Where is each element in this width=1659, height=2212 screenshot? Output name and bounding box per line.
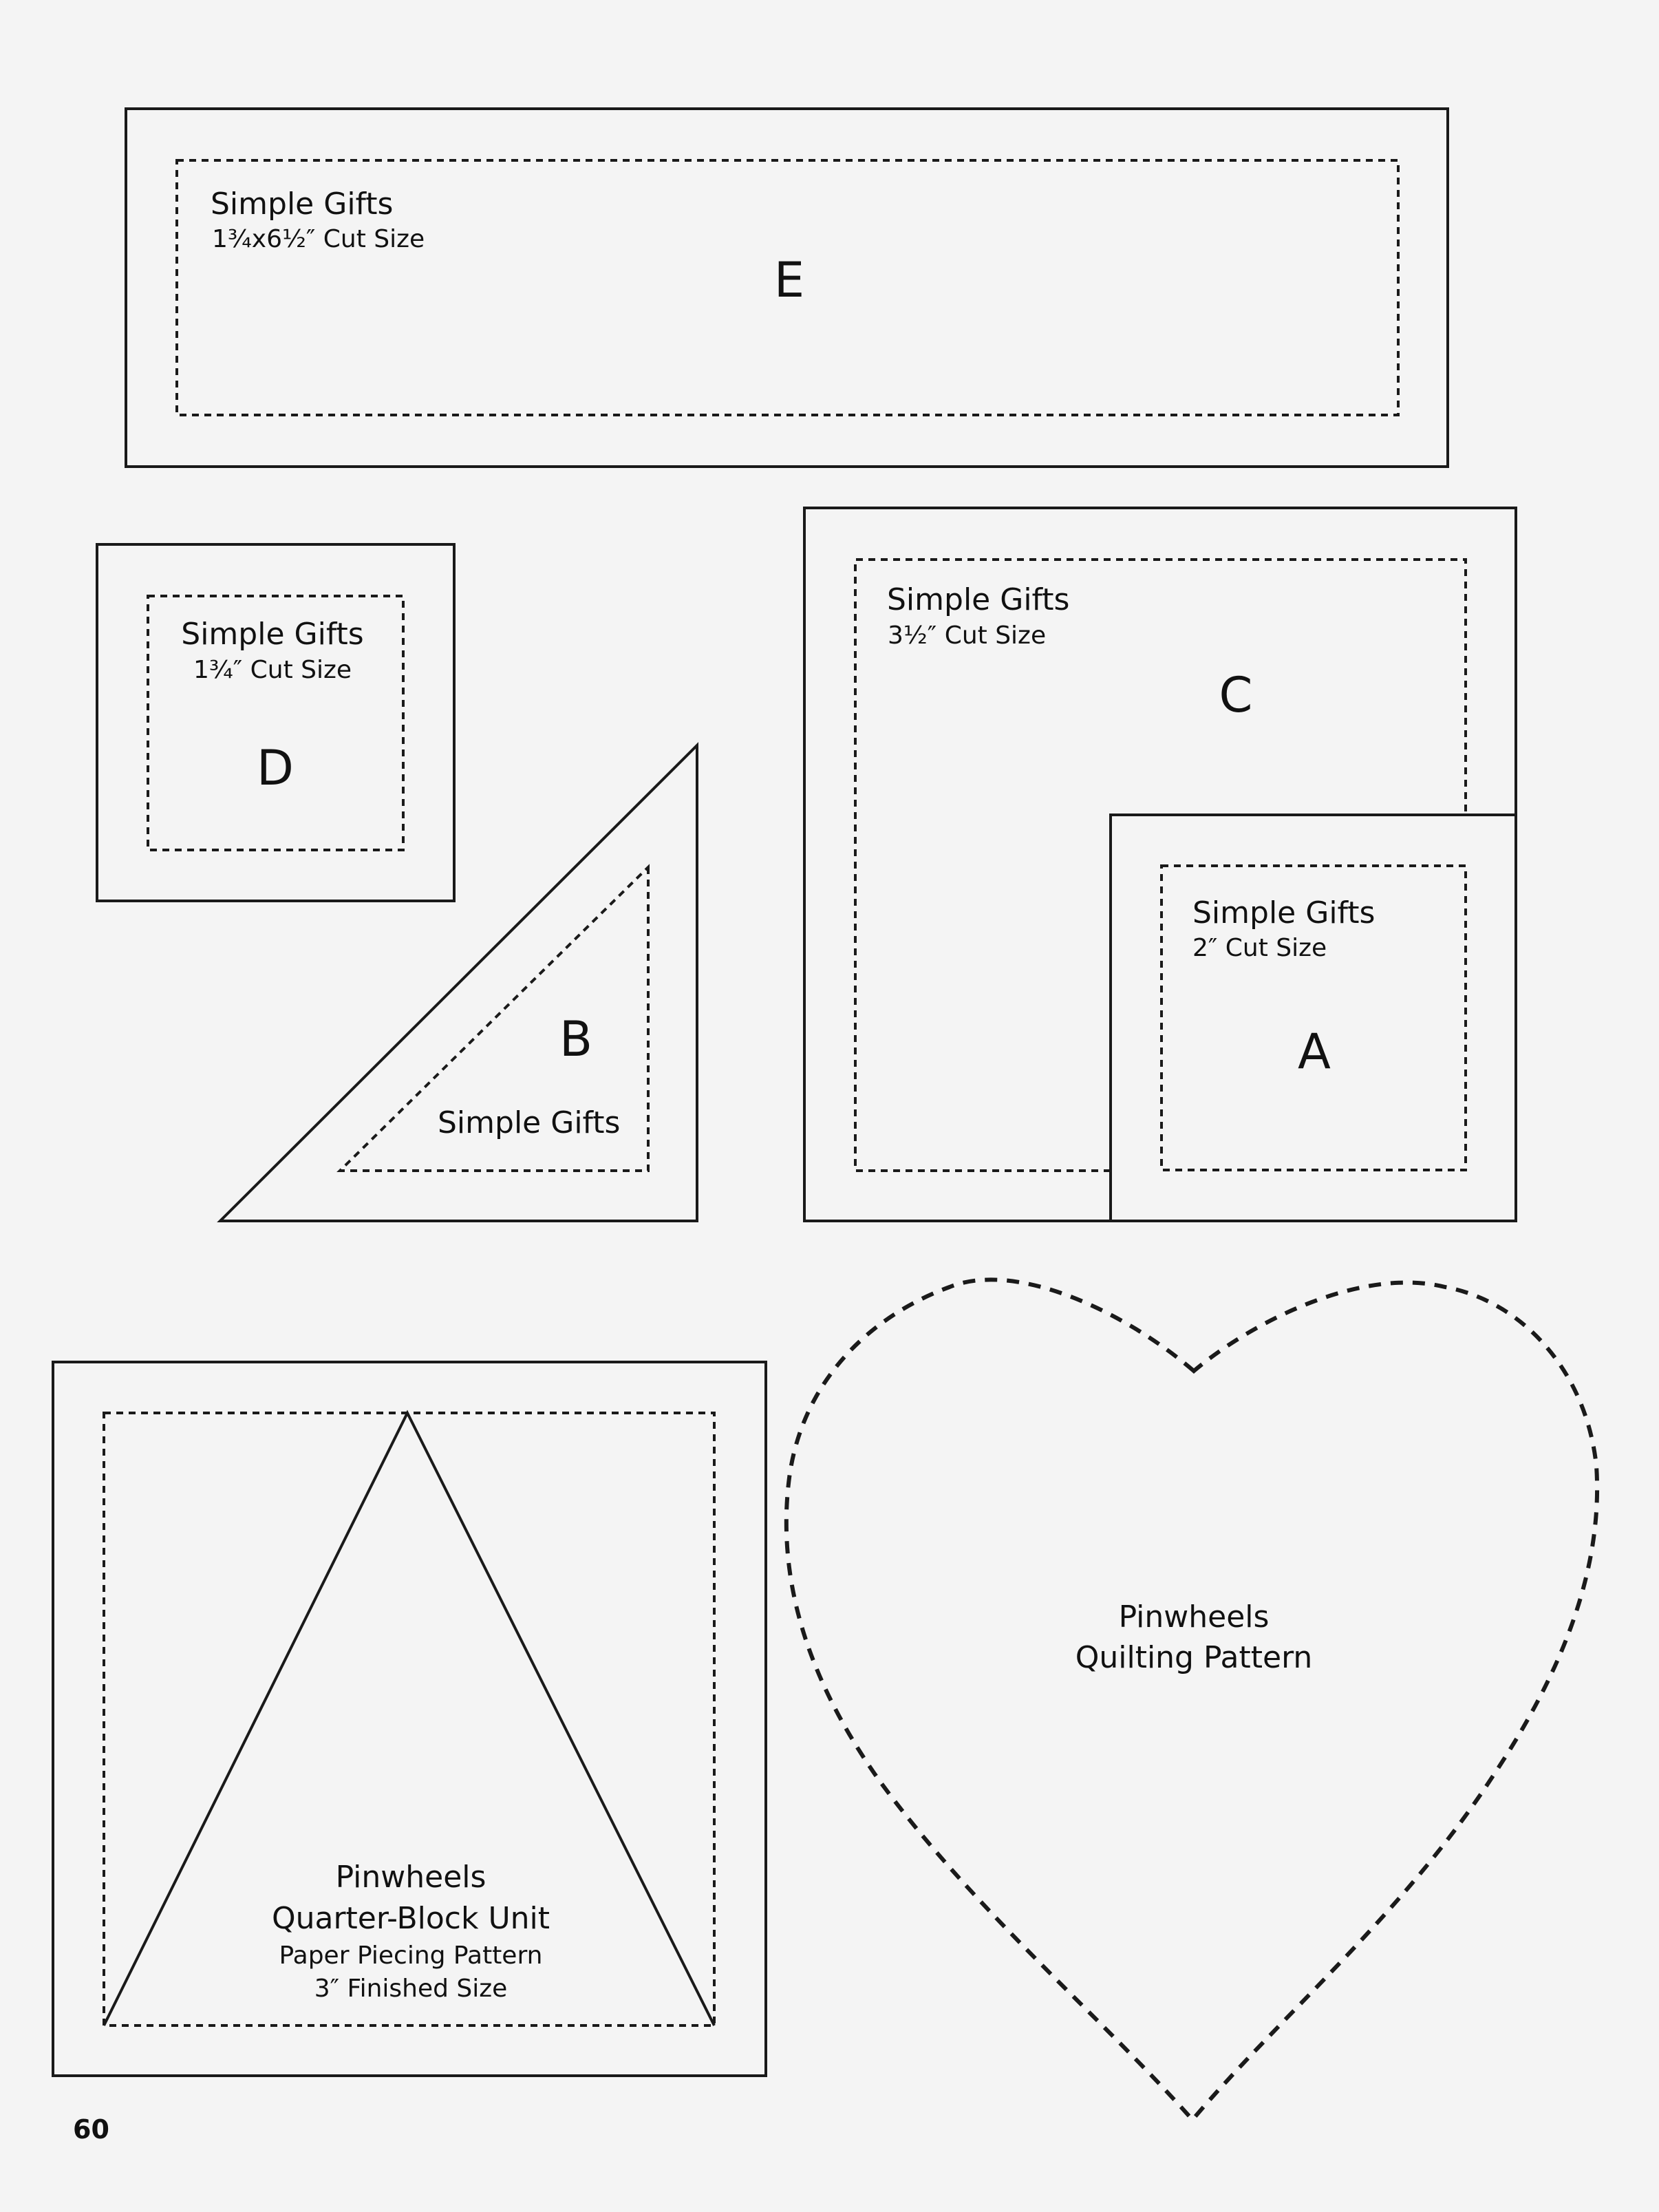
template-b-title: Simple Gifts xyxy=(438,1105,621,1140)
template-e-title: Simple Gifts xyxy=(211,187,394,222)
template-b-outline xyxy=(220,740,697,1221)
template-e-cut-size: 1¾x6½″ Cut Size xyxy=(212,225,425,253)
template-b-letter: B xyxy=(559,1011,593,1067)
heart-quilting-outline xyxy=(786,1279,1597,2120)
template-a-letter: A xyxy=(1298,1023,1331,1080)
paper-piecing-line-4: 3″ Finished Size xyxy=(314,1975,508,2003)
template-d-letter: D xyxy=(257,740,294,796)
paper-piecing-line-2: Quarter-Block Unit xyxy=(271,1901,550,1936)
paper-piecing-line-3: Paper Piecing Pattern xyxy=(279,1942,543,1970)
template-a-outline xyxy=(1111,815,1516,1221)
template-c-title: Simple Gifts xyxy=(887,582,1070,617)
template-d-title: Simple Gifts xyxy=(181,617,364,652)
template-d-cut-size: 1¾″ Cut Size xyxy=(193,656,352,684)
template-a-title: Simple Gifts xyxy=(1192,895,1376,930)
template-e-letter: E xyxy=(773,252,805,308)
template-c-cut-size: 3½″ Cut Size xyxy=(888,621,1047,650)
template-d-outline xyxy=(97,544,454,901)
page-number: 60 xyxy=(73,2114,109,2145)
paper-piecing-line-1: Pinwheels xyxy=(335,1860,486,1895)
heart-line-2: Quilting Pattern xyxy=(1075,1640,1313,1675)
template-c-letter: C xyxy=(1219,667,1253,723)
heart-line-1: Pinwheels xyxy=(1118,1599,1270,1635)
template-a-cut-size: 2″ Cut Size xyxy=(1192,934,1327,962)
